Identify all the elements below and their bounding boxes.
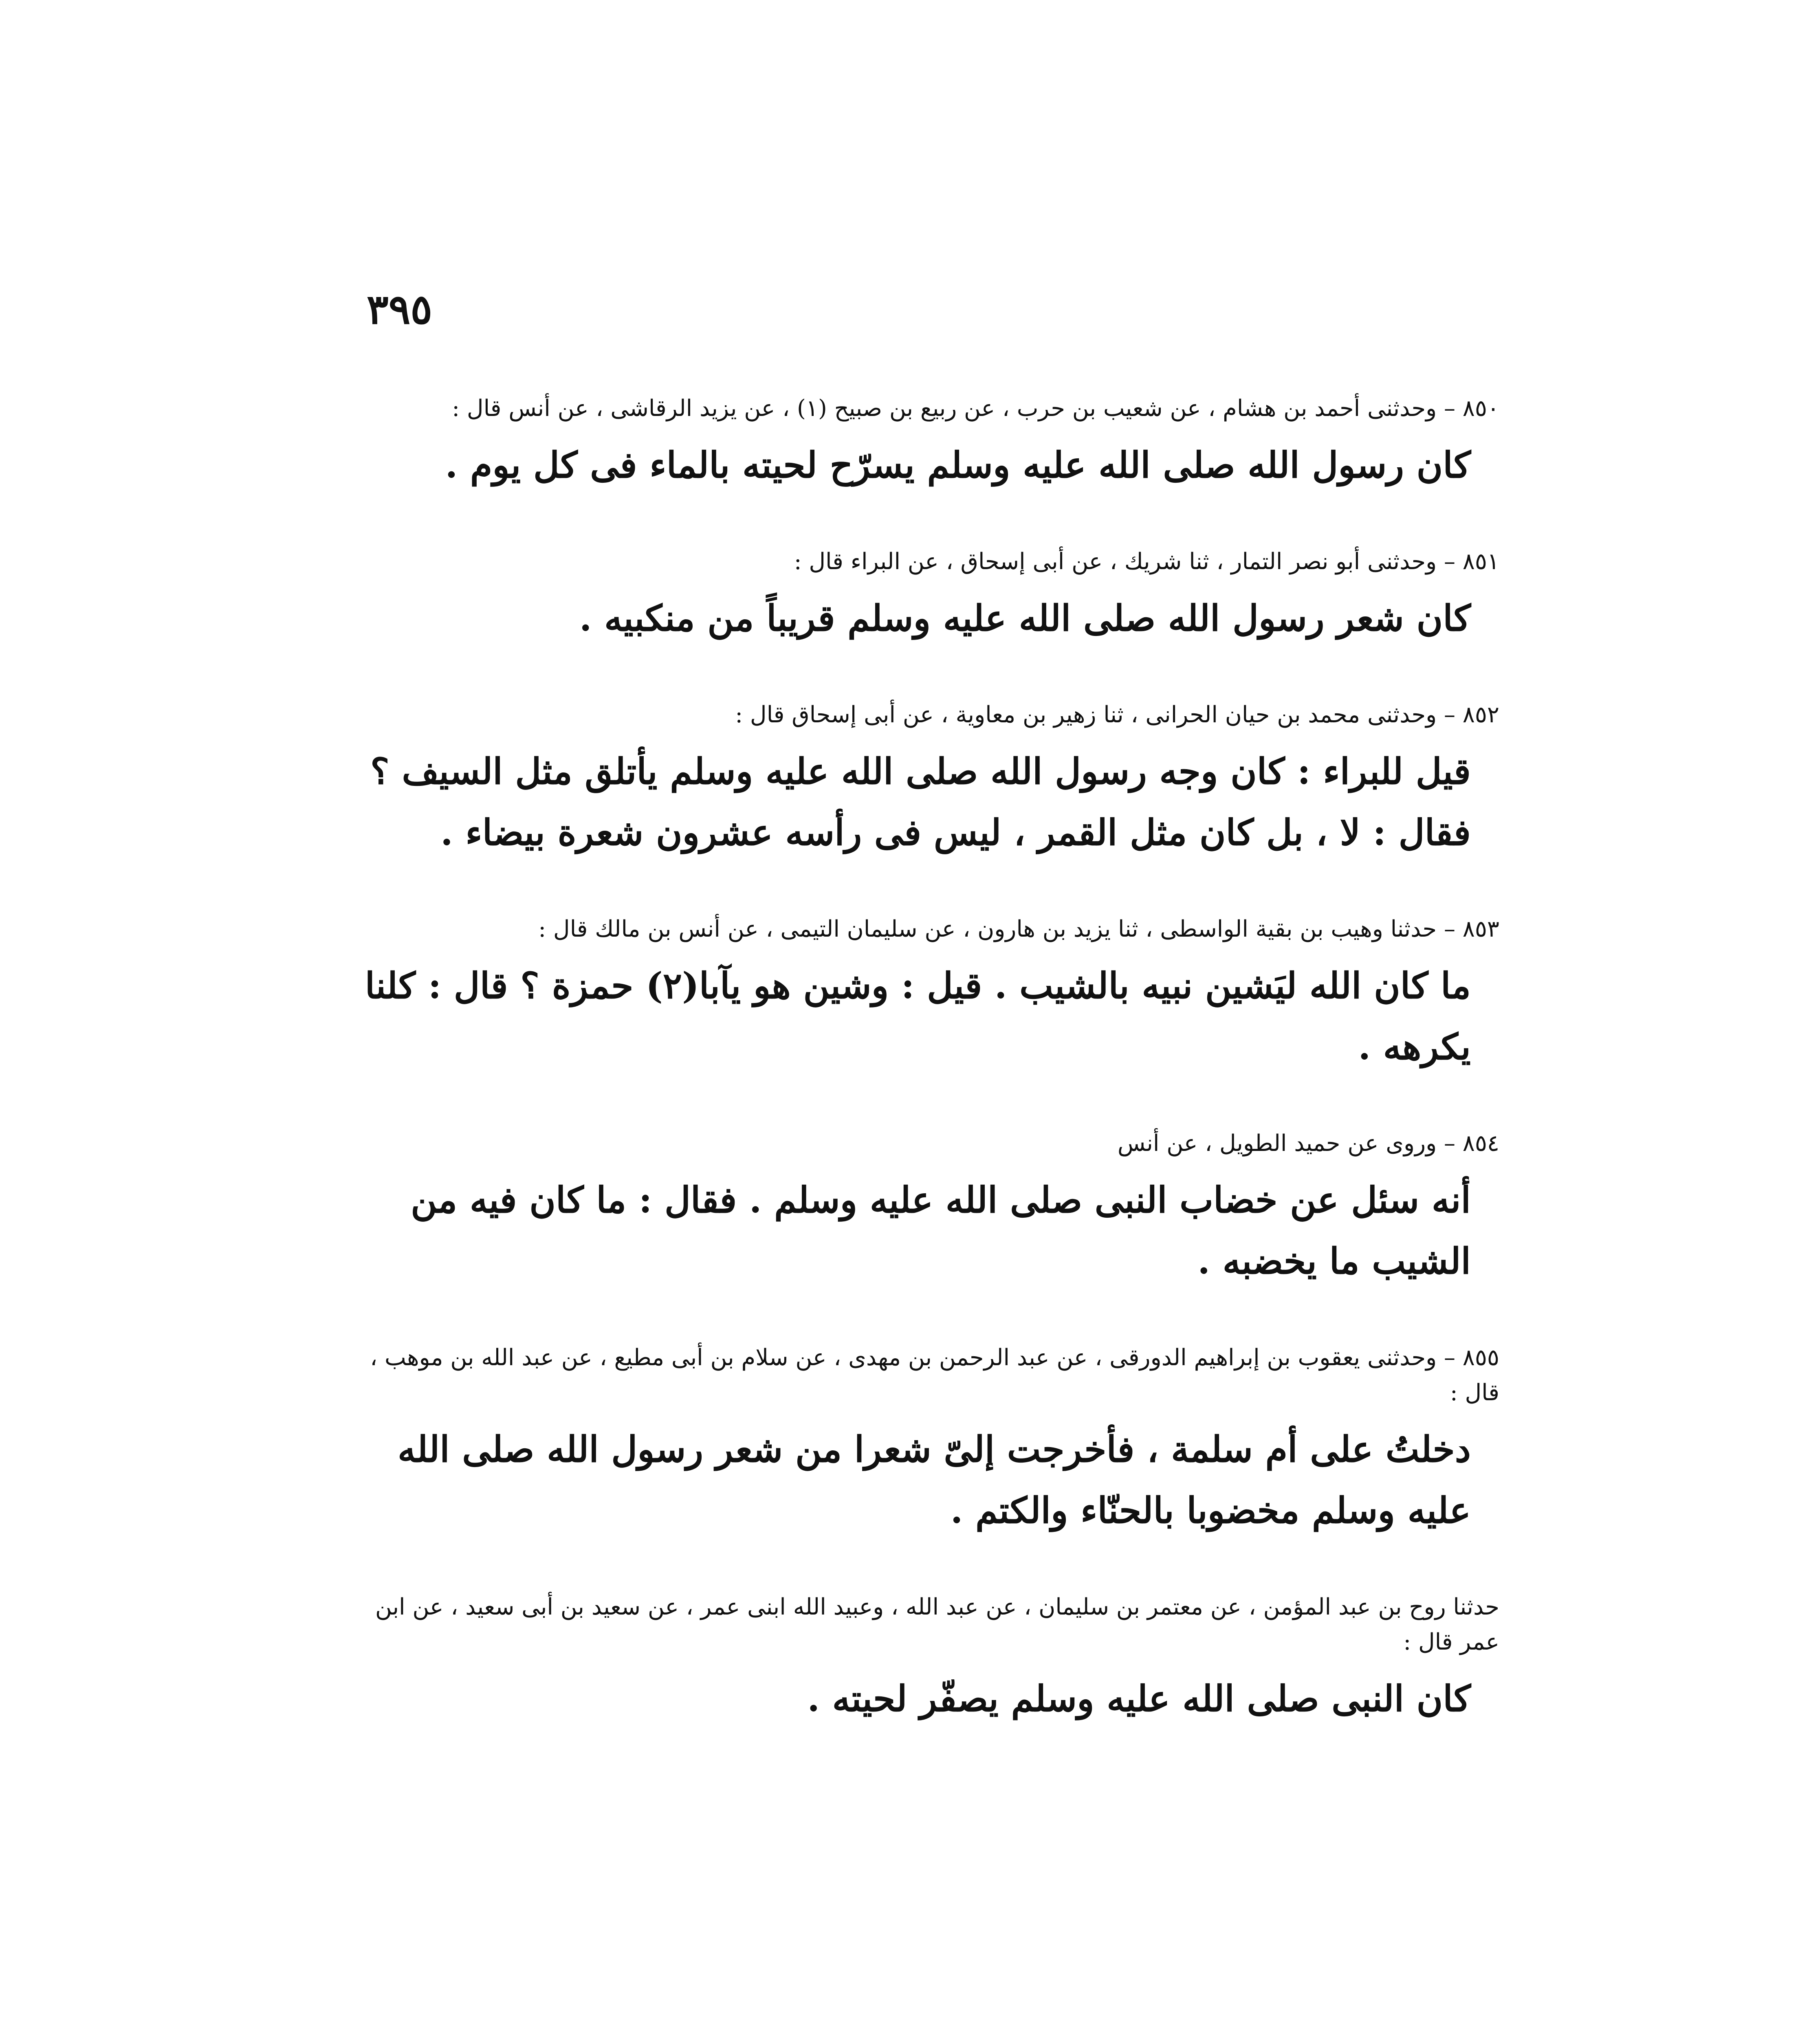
hadith-853 — [359, 912, 1499, 1077]
hadith-list — [359, 391, 1499, 1778]
matn: كان رسول الله صلى الله عليه وسلم يسرّح لحيته بالماء فى كل يوم . — [445, 444, 1471, 486]
hadith-850 — [359, 391, 1499, 495]
isnad: ٨٥٥ – وحدثنى يعقوب بن إبراهيم الدورقى ، عن عبد الرحمن بن مهدى ، عن سلام بن أبى مطيع ، عن عبد الله بن موهب ، قال : — [370, 1344, 1499, 1406]
matn: كان النبى صلى الله عليه وسلم يصفّر لحيته . — [807, 1677, 1471, 1720]
matn: دخلتُ على أم سلمة ، فأخرجت إلىّ شعرا من شعر رسول الله صلى الله عليه وسلم مخضوبا بالحنّاء والكتم . — [398, 1428, 1471, 1531]
hadith-unnumbered — [359, 1590, 1499, 1729]
matn: كان شعر رسول الله صلى الله عليه وسلم قريباً من منكبيه . — [579, 597, 1471, 639]
hadith-854 — [359, 1126, 1499, 1291]
isnad: ٨٥١ – وحدثنى أبو نصر التمار ، ثنا شريك ، عن أبى إسحاق ، عن البراء قال : — [794, 548, 1499, 575]
isnad: ٨٥٠ – وحدثنى أحمد بن هشام ، عن شعيب بن حرب ، عن ربيع بن صبيح (١) ، عن يزيد الرقاشى ، عن أنس قال : — [452, 395, 1499, 422]
page-number: ٣٩٥ — [367, 285, 433, 333]
isnad: ٨٥٤ – وروى عن حميد الطويل ، عن أنس — [1117, 1130, 1499, 1157]
isnad: ٨٥٣ – حدثنا وهيب بن بقية الواسطى ، ثنا يزيد بن هارون ، عن سليمان التيمى ، عن أنس بن مالك قال : — [538, 916, 1499, 942]
matn: قيل للبراء : كان وجه رسول الله صلى الله عليه وسلم يأتلق مثل السيف ؟ فقال : لا ، بل كان مثل القمر ، ليس فى رأسه عشرون شعرة بيضاء . — [370, 750, 1471, 854]
hadith-855 — [359, 1340, 1499, 1541]
hadith-852 — [359, 697, 1499, 863]
hadith-851 — [359, 544, 1499, 649]
isnad: ٨٥٢ – وحدثنى محمد بن حيان الحرانى ، ثنا زهير بن معاوية ، عن أبى إسحاق قال : — [735, 702, 1499, 728]
matn: أنه سئل عن خضاب النبى صلى الله عليه وسلم . فقال : ما كان فيه من الشيب ما يخضبه . — [411, 1179, 1471, 1282]
isnad: حدثنا روح بن عبد المؤمن ، عن معتمر بن سليمان ، عن عبد الله ، وعبيد الله ابنى عمر ، عن سعيد بن أبى سعيد ، عن ابن عمر قال : — [375, 1594, 1499, 1655]
matn: ما كان الله ليَشين نبيه بالشيب . قيل : وشين هو يآبا(٢) حمزة ؟ قال : كلنا يكرهه . — [365, 964, 1471, 1068]
